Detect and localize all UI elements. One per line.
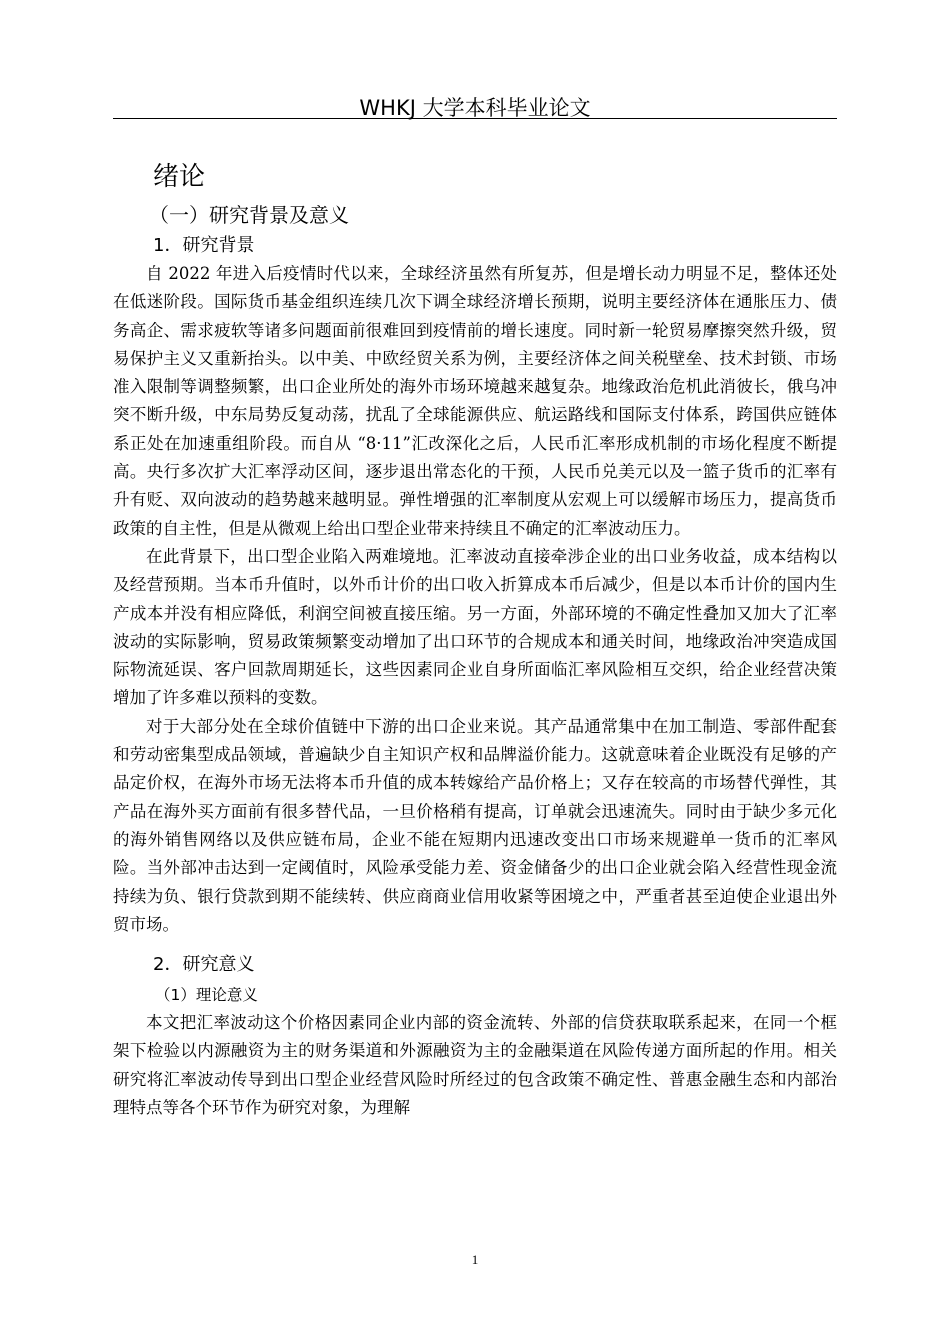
paragraph: 自 2022 年进入后疫情时代以来，全球经济虽然有所复苏，但是增长动力明显不足，整体还处在低迷阶段。国际货币基金组织连续几次下调全球经济增长预期，说明主要经济体在通胀压力、债务高企、需求疲软等诸多问题面前很难回到疫情前的增长速度。同时新一轮贸易摩擦突然升级，贸易保护主义又重新抬头。以中美、中欧经贸关系为例，主要经济体之间关税壁垒、技术封锁、市场准入限制等调整频繁，出口企业所处的海外市场环境越来越复杂。地缘政治危机此消彼长，俄乌冲突不断升级，中东局势反复动荡，扰乱了全球能源供应、航运路线和国际支付体系，跨国供应链体系正处在加速重组阶段。而自从 “8·11”汇改深化之后，人民币汇率形成机制的市场化程度不断提高。央行多次扩大汇率浮动区间，逐步退出常态化的干预，人民币兑美元以及一篮子货币的汇率有升有贬、双向波动的趋势越来越明显。弹性增强的汇率制度从宏观上可以缓解市场压力，提高货币政策的自主性，但是从微观上给出口型企业带来持续且不确定的汇率波动压力。 [113,264,837,538]
subsection-title-background: 1．研究背景 [153,235,255,256]
page-number: 1 [471,1252,479,1267]
subsection-title-significance: 2．研究意义 [153,954,255,976]
paragraph: 本文把汇率波动这个价格因素同企业内部的资金流转、外部的信贷获取联系起来，在同一个框架下检验以内源融资为主的财务渠道和外源融资为主的金融渠道在风险传递方面所起的作用。相关研究将汇率波动传导到出口型企业经营风险时所经过的包含政策不确定性、普惠金融生态和内部治理特点等各个环节作为研究对象，为理解 [113,1013,837,1118]
header-rule [113,118,837,119]
subsubsection-title-theory: （1）理论意义 [155,986,258,1005]
running-header: WHKJ 大学本科毕业论文 [359,96,591,120]
paragraph: 在此背景下，出口型企业陷入两难境地。汇率波动直接牵涉企业的出口业务收益，成本结构以及经营预期。当本币升值时，以外币计价的出口收入折算成本币后减少，但是以本币计价的国内生产成本并没有相应降低，利润空间被直接压缩。另一方面，外部环境的不确定性叠加又加大了汇率波动的实际影响，贸易政策频繁变动增加了出口环节的合规成本和通关时间，地缘政治冲突造成国际物流延误、客户回款周期延长，这些因素同企业自身所面临汇率风险相互交织，给企业经营决策增加了许多难以预料的变数。 [113,546,837,708]
paragraph: 对于大部分处在全球价值链中下游的出口企业来说。其产品通常集中在加工制造、零部件配套和劳动密集型成品领域，普遍缺少自主知识产权和品牌溢价能力。这就意味着企业既没有足够的产品定价权，在海外市场无法将本币升值的成本转嫁给产品价格上；又存在较高的市场替代弹性，其产品在海外买方面前有很多替代品，一旦价格稍有提高，订单就会迅速流失。同时由于缺少多元化的海外销售网络以及供应链布局，企业不能在短期内迅速改变出口市场来规避单一货币的汇率风险。当外部冲击达到一定阈值时，风险承受能力差、资金储备少的出口企业就会陷入经营性现金流持续为负、银行贷款到期不能续转、供应商商业信用收紧等困境之中，严重者甚至迫使企业退出外贸市场。 [113,716,837,934]
section-title: （一）研究背景及意义 [149,203,349,227]
chapter-title: 绪论 [153,162,206,192]
body-content [113,156,837,1122]
